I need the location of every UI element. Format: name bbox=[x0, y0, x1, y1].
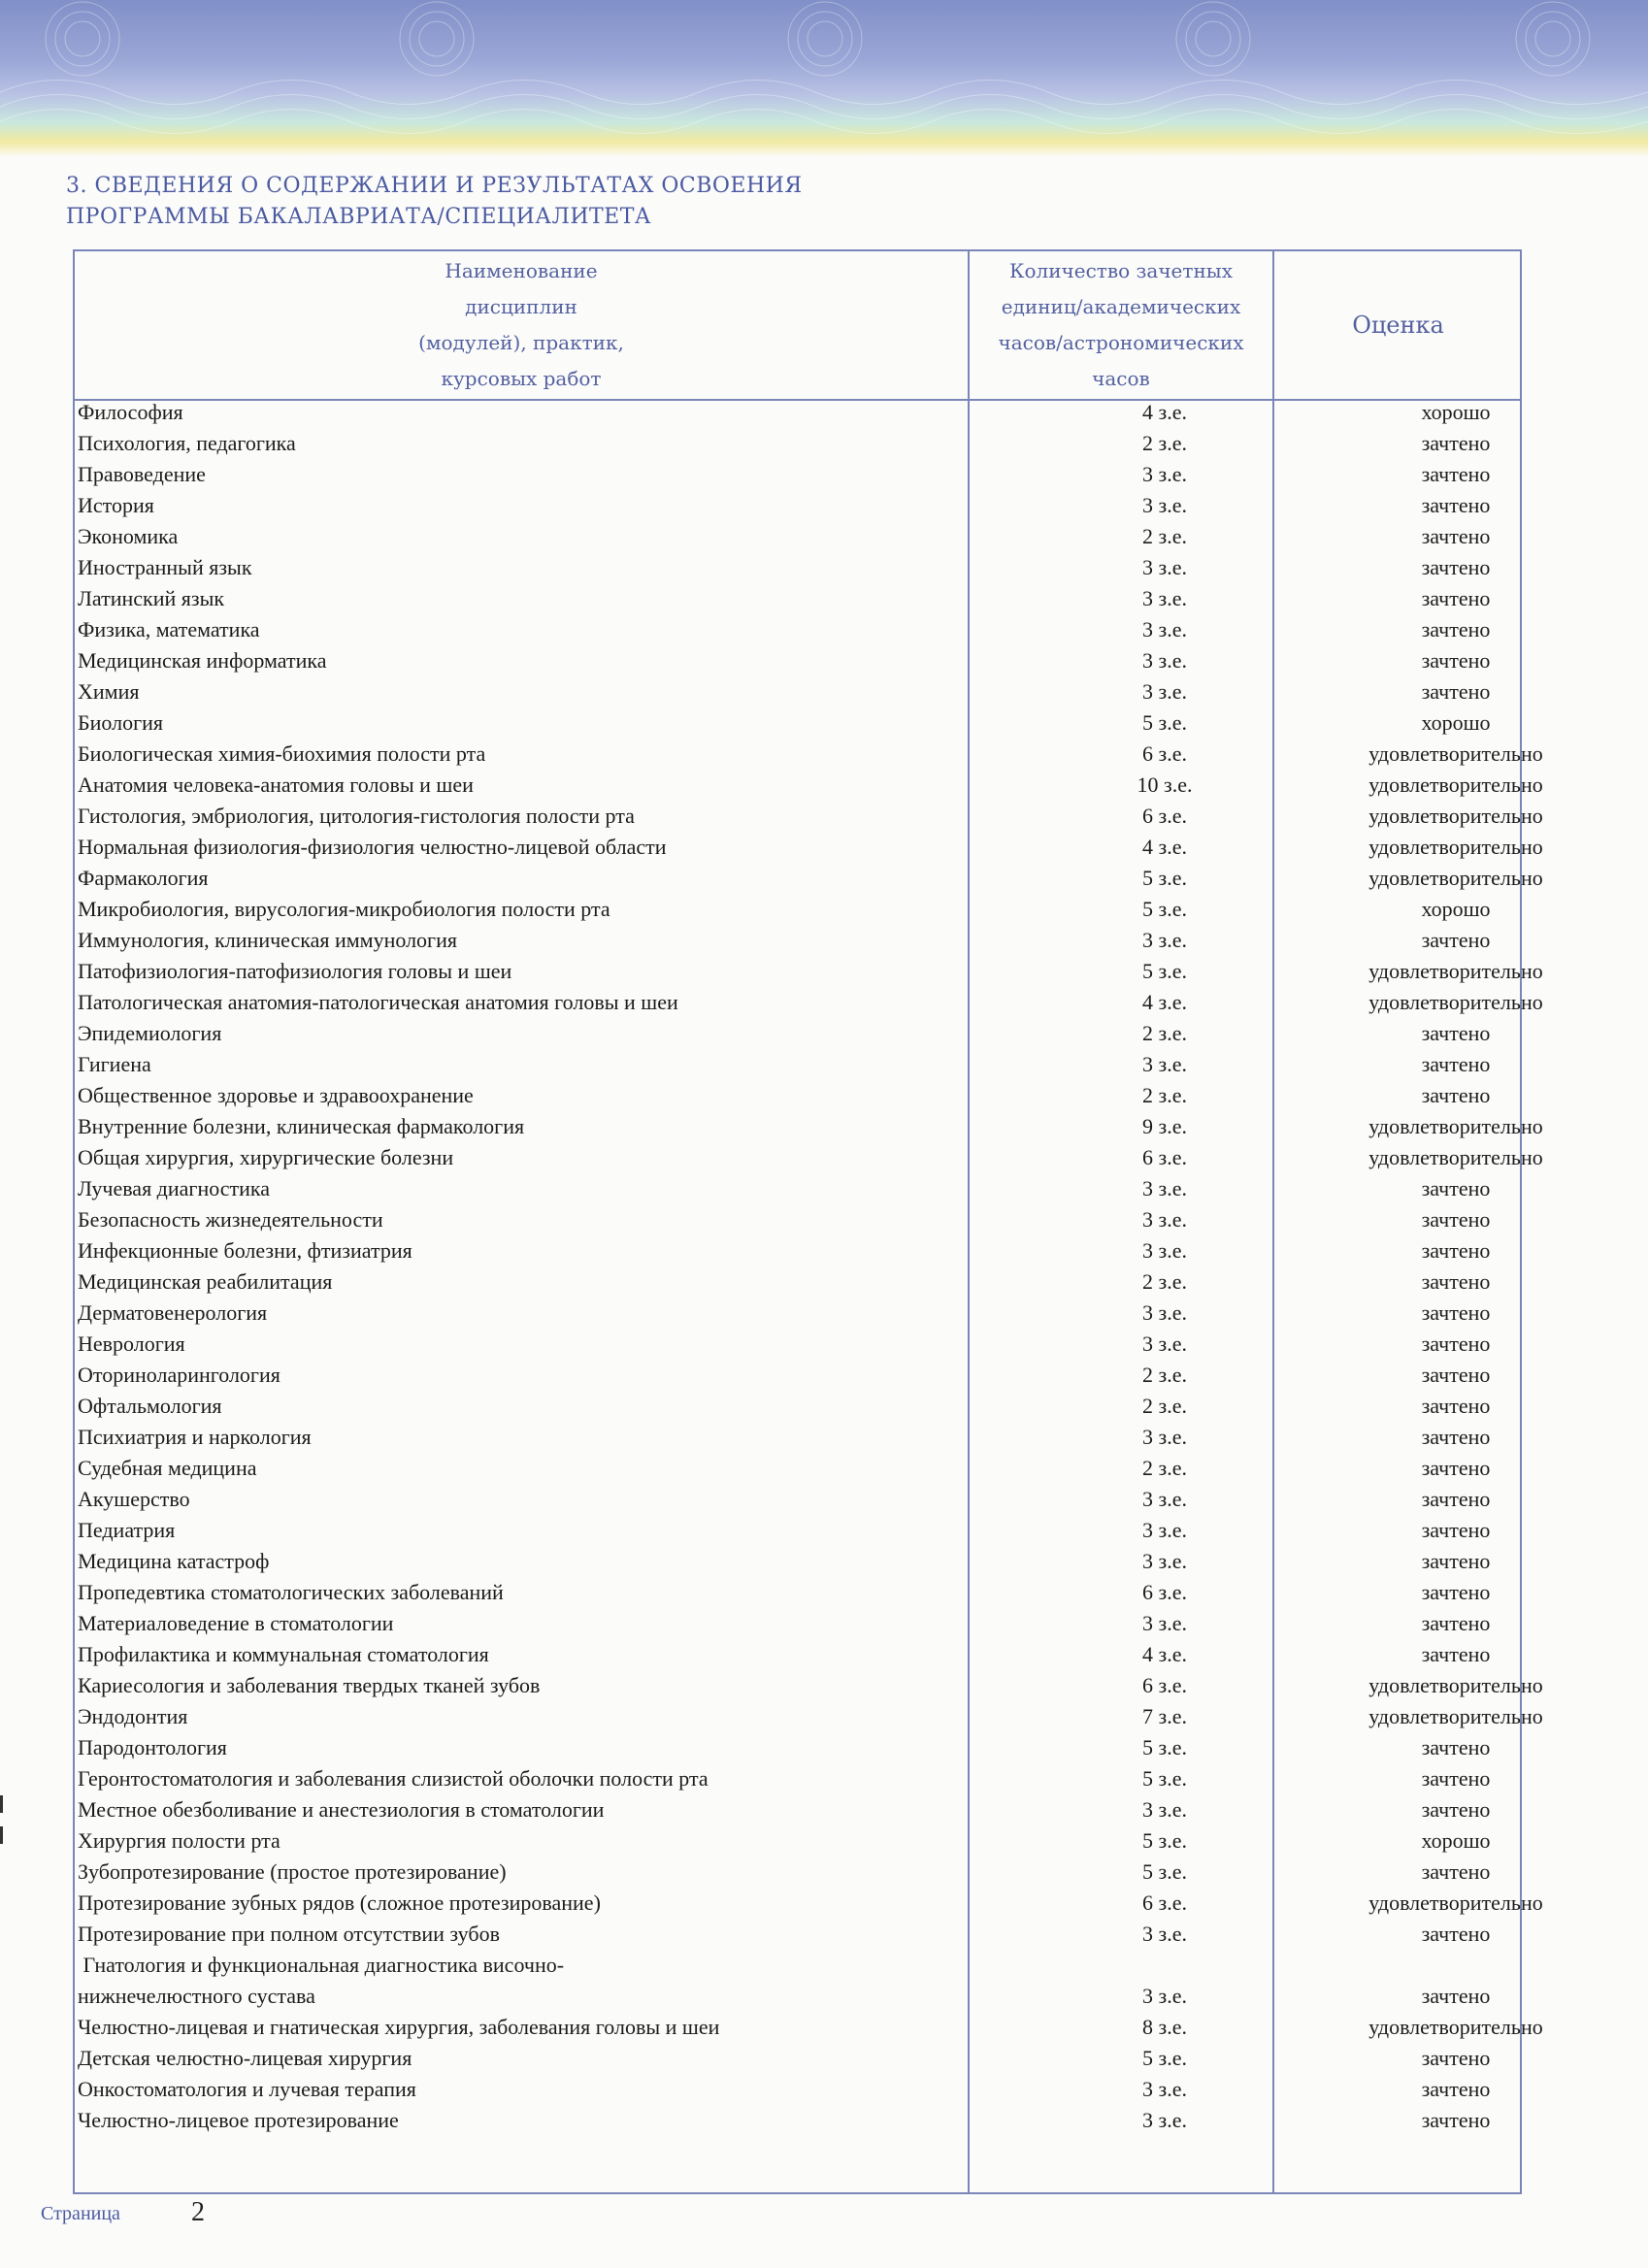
discipline-name: Педиатрия bbox=[78, 1518, 176, 1542]
grade-value: хорошо bbox=[1421, 1828, 1491, 1853]
table-row bbox=[78, 1984, 1514, 2015]
grade-value: зачтено bbox=[1421, 1052, 1491, 1076]
grade-value: зачтено bbox=[1421, 1859, 1491, 1884]
header-hours-line: Количество зачетных bbox=[1008, 259, 1233, 282]
table-row bbox=[78, 400, 1514, 431]
credit-units: 6 з.е. bbox=[1142, 1673, 1187, 1697]
grade-value: зачтено bbox=[1421, 2108, 1491, 2132]
grade-value: удовлетворительно bbox=[1368, 835, 1543, 859]
discipline-name: Неврология bbox=[78, 1331, 185, 1356]
page-footer bbox=[41, 2197, 205, 2227]
table-row bbox=[78, 1021, 1514, 1052]
credit-units: 5 з.е. bbox=[1142, 959, 1187, 983]
credit-units: 5 з.е. bbox=[1142, 710, 1187, 735]
discipline-name: Биология bbox=[78, 710, 164, 735]
table-row bbox=[78, 1083, 1514, 1114]
credit-units: 3 з.е. bbox=[1142, 1611, 1187, 1635]
table-row bbox=[78, 1145, 1543, 1176]
credit-units: 5 з.е. bbox=[1142, 1828, 1187, 1853]
discipline-name: Лучевая диагностика bbox=[78, 1176, 271, 1200]
credit-units: 7 з.е. bbox=[1142, 1704, 1187, 1728]
table-row bbox=[78, 710, 1514, 741]
scan-mark bbox=[0, 1795, 3, 1813]
discipline-name: Иностранный язык bbox=[78, 555, 252, 579]
discipline-name: Физика, математика bbox=[78, 617, 260, 641]
credit-units: 3 з.е. bbox=[1142, 1052, 1187, 1076]
grade-value: зачтено bbox=[1421, 1518, 1491, 1542]
grade-value: зачтено bbox=[1421, 524, 1491, 548]
grade-value: удовлетворительно bbox=[1368, 866, 1543, 890]
discipline-name: Биологическая химия-биохимия полости рта bbox=[78, 741, 486, 766]
table-row bbox=[78, 1425, 1514, 1456]
table-row bbox=[78, 2077, 1514, 2108]
discipline-name: Челюстно-лицевая и гнатическая хирургия, заболевания головы и шеи bbox=[78, 2015, 720, 2039]
grade-value: зачтено bbox=[1421, 617, 1491, 641]
table-row bbox=[78, 1114, 1543, 1145]
table-row bbox=[78, 928, 1514, 959]
discipline-name: Геронтостоматология и заболевания слизистой оболочки полости рта bbox=[78, 1766, 709, 1791]
grade-value: удовлетворительно bbox=[1368, 1114, 1543, 1138]
grade-value: удовлетворительно bbox=[1368, 959, 1543, 983]
grade-value: зачтено bbox=[1421, 555, 1491, 579]
grade-value: хорошо bbox=[1421, 710, 1491, 735]
table-row bbox=[78, 1766, 1514, 1797]
credit-units: 2 з.е. bbox=[1142, 431, 1187, 455]
table-row bbox=[78, 1518, 1514, 1549]
discipline-name: Химия bbox=[78, 679, 140, 704]
discipline-name: История bbox=[78, 493, 154, 517]
grade-value: удовлетворительно bbox=[1368, 772, 1543, 797]
grade-value: зачтено bbox=[1421, 648, 1491, 673]
credit-units: 3 з.е. bbox=[1142, 617, 1187, 641]
page-label: Страница bbox=[41, 2203, 120, 2224]
credit-units: 10 з.е. bbox=[1137, 772, 1193, 797]
credit-units: 3 з.е. bbox=[1142, 1238, 1187, 1263]
header-discipline-line: (модулей), практик, bbox=[418, 331, 624, 354]
credit-units: 3 з.е. bbox=[1142, 493, 1187, 517]
table-row bbox=[78, 1207, 1514, 1238]
table-row bbox=[78, 679, 1514, 710]
credit-units: 3 з.е. bbox=[1142, 462, 1187, 486]
discipline-name: Гнатология и функциональная диагностика височно- bbox=[78, 1953, 565, 1977]
header-discipline-line: дисциплин bbox=[465, 295, 577, 318]
credit-units: 3 з.е. bbox=[1142, 1425, 1187, 1449]
discipline-name: Судебная медицина bbox=[78, 1456, 257, 1480]
table-row bbox=[78, 1642, 1514, 1673]
discipline-name: Безопасность жизнедеятельности bbox=[78, 1207, 383, 1232]
table-row bbox=[78, 1922, 1514, 1953]
discipline-name: Местное обезболивание и анестезиология в стоматологии bbox=[78, 1797, 605, 1822]
table-row bbox=[78, 586, 1514, 617]
page-number: 2 bbox=[191, 2197, 205, 2227]
header-hours bbox=[970, 251, 1272, 399]
grade-value: удовлетворительно bbox=[1368, 2015, 1543, 2039]
credit-units: 3 з.е. bbox=[1142, 1518, 1187, 1542]
section-title bbox=[66, 171, 939, 233]
discipline-name: Общественное здоровье и здравоохранение bbox=[78, 1083, 474, 1107]
grade-value: зачтено bbox=[1421, 462, 1491, 486]
discipline-name: Философия bbox=[78, 400, 183, 424]
table-row bbox=[78, 1890, 1543, 1922]
table-row bbox=[78, 866, 1543, 897]
discipline-name: Общая хирургия, хирургические болезни bbox=[78, 1145, 454, 1169]
grade-value: зачтено bbox=[1421, 1176, 1491, 1200]
table-row bbox=[78, 741, 1543, 772]
grade-value: зачтено bbox=[1421, 1549, 1491, 1573]
grade-value: зачтено bbox=[1421, 586, 1491, 610]
grade-value: зачтено bbox=[1421, 2046, 1491, 2070]
discipline-name: Патологическая анатомия-патологическая анатомия головы и шеи bbox=[78, 990, 678, 1014]
discipline-name: Медицинская реабилитация bbox=[78, 1269, 333, 1294]
section-title-line1: 3. СВЕДЕНИЯ О СОДЕРЖАНИИ И РЕЗУЛЬТАТАХ ОСВОЕНИЯ bbox=[66, 174, 803, 198]
credit-units: 3 з.е. bbox=[1142, 1176, 1187, 1200]
credit-units: 3 з.е. bbox=[1142, 1984, 1187, 2008]
discipline-name: Челюстно-лицевое протезирование bbox=[78, 2108, 399, 2132]
grade-value: зачтено bbox=[1421, 1580, 1491, 1604]
table-row bbox=[78, 1394, 1514, 1425]
discipline-name: Хирургия полости рта bbox=[78, 1828, 280, 1853]
discipline-name: Гистология, эмбриология, цитология-гистология полости рта bbox=[78, 804, 635, 828]
discipline-name: Фармакология bbox=[78, 866, 209, 890]
credit-units: 4 з.е. bbox=[1142, 990, 1187, 1014]
credit-units: 5 з.е. bbox=[1142, 897, 1187, 921]
table-row bbox=[78, 1580, 1514, 1611]
table-row bbox=[78, 493, 1514, 524]
discipline-name: Анатомия человека-анатомия головы и шеи bbox=[78, 772, 474, 797]
discipline-name: Зубопротезирование (простое протезирование) bbox=[78, 1859, 507, 1884]
table-row bbox=[78, 1300, 1514, 1331]
grade-value: зачтено bbox=[1421, 1425, 1491, 1449]
grade-value: зачтено bbox=[1421, 1083, 1491, 1107]
header-discipline-line: Наименование bbox=[445, 259, 598, 282]
credit-units: 4 з.е. bbox=[1142, 835, 1187, 859]
grade-value: зачтено bbox=[1421, 1735, 1491, 1759]
discipline-name: Инфекционные болезни, фтизиатрия bbox=[78, 1238, 412, 1263]
table-row bbox=[78, 1363, 1514, 1394]
grade-value: удовлетворительно bbox=[1368, 1673, 1543, 1697]
credit-units: 3 з.е. bbox=[1142, 2108, 1187, 2132]
credit-units: 2 з.е. bbox=[1142, 1269, 1187, 1294]
credit-units: 3 з.е. bbox=[1142, 928, 1187, 952]
grade-value: зачтено bbox=[1421, 1269, 1491, 1294]
table-row bbox=[78, 959, 1543, 990]
credit-units: 5 з.е. bbox=[1142, 1859, 1187, 1884]
grade-value: зачтено bbox=[1421, 1363, 1491, 1387]
grade-value: удовлетворительно bbox=[1368, 741, 1543, 766]
credit-units: 4 з.е. bbox=[1142, 1642, 1187, 1666]
discipline-name: Материаловедение в стоматологии bbox=[78, 1611, 394, 1635]
header-grade bbox=[1274, 251, 1522, 399]
credit-units: 6 з.е. bbox=[1142, 804, 1187, 828]
grade-value: зачтено bbox=[1421, 493, 1491, 517]
table-row bbox=[78, 1611, 1514, 1642]
discipline-name: Латинский язык bbox=[78, 586, 225, 610]
grade-value: хорошо bbox=[1421, 400, 1491, 424]
table-row bbox=[78, 1176, 1514, 1207]
credit-units: 3 з.е. bbox=[1142, 679, 1187, 704]
credit-units: 3 з.е. bbox=[1142, 586, 1187, 610]
decorative-banner bbox=[0, 0, 1648, 157]
table-row bbox=[78, 462, 1514, 493]
grade-value: зачтено bbox=[1421, 1797, 1491, 1822]
header-discipline bbox=[75, 251, 968, 399]
discipline-name: Протезирование зубных рядов (сложное протезирование) bbox=[78, 1890, 601, 1915]
discipline-name: Акушерство bbox=[78, 1487, 190, 1511]
table-row bbox=[78, 617, 1514, 648]
discipline-name: Детская челюстно-лицевая хирургия bbox=[78, 2046, 412, 2070]
grade-value: зачтено bbox=[1421, 1611, 1491, 1635]
credit-units: 6 з.е. bbox=[1142, 1580, 1187, 1604]
grade-value: зачтено bbox=[1421, 1984, 1491, 2008]
table-row bbox=[78, 1269, 1514, 1300]
discipline-name: Медицина катастроф bbox=[78, 1549, 270, 1573]
credit-units: 5 з.е. bbox=[1142, 1766, 1187, 1791]
discipline-name: Правоведение bbox=[78, 462, 206, 486]
table-row bbox=[78, 524, 1514, 555]
grade-value: удовлетворительно bbox=[1368, 804, 1543, 828]
table-row bbox=[78, 772, 1543, 804]
credit-units: 3 з.е. bbox=[1142, 1549, 1187, 1573]
table-row bbox=[78, 1953, 1514, 1984]
table-row bbox=[78, 1549, 1514, 1580]
table-row bbox=[78, 804, 1543, 835]
credit-units: 3 з.е. bbox=[1142, 1922, 1187, 1946]
grade-value: хорошо bbox=[1421, 897, 1491, 921]
grade-value: зачтено bbox=[1421, 1766, 1491, 1791]
guilloche-pattern bbox=[0, 0, 1648, 157]
table-row bbox=[78, 1797, 1514, 1828]
credit-units: 5 з.е. bbox=[1142, 1735, 1187, 1759]
discipline-name: Эпидемиология bbox=[78, 1021, 222, 1045]
table-row bbox=[78, 431, 1514, 462]
discipline-name: Протезирование при полном отсутствии зубов bbox=[78, 1922, 500, 1946]
table-row bbox=[78, 2015, 1543, 2046]
grade-value: зачтено bbox=[1421, 1394, 1491, 1418]
table-row bbox=[78, 1859, 1514, 1890]
credit-units: 2 з.е. bbox=[1142, 1083, 1187, 1107]
credit-units: 9 з.е. bbox=[1142, 1114, 1187, 1138]
discipline-name: Медицинская информатика bbox=[78, 648, 327, 673]
discipline-name: Кариесология и заболевания твердых тканей зубов bbox=[78, 1673, 541, 1697]
table-row bbox=[78, 1487, 1514, 1518]
credit-units: 6 з.е. bbox=[1142, 1890, 1187, 1915]
grade-value: зачтено bbox=[1421, 431, 1491, 455]
grade-value: зачтено bbox=[1421, 1300, 1491, 1325]
credit-units: 6 з.е. bbox=[1142, 741, 1187, 766]
table-row bbox=[78, 990, 1543, 1021]
credit-units: 2 з.е. bbox=[1142, 1021, 1187, 1045]
grade-value: зачтено bbox=[1421, 1456, 1491, 1480]
scan-mark bbox=[0, 1826, 3, 1844]
grade-value: зачтено bbox=[1421, 928, 1491, 952]
discipline-name: Иммунология, клиническая иммунология bbox=[78, 928, 457, 952]
credit-units: 3 з.е. bbox=[1142, 648, 1187, 673]
table-row bbox=[78, 1238, 1514, 1269]
table-row bbox=[78, 2108, 1514, 2139]
table-row bbox=[78, 1052, 1514, 1083]
discipline-name: Онкостоматология и лучевая терапия bbox=[78, 2077, 416, 2101]
header-discipline-line: курсовых работ bbox=[441, 367, 602, 390]
credit-units: 3 з.е. bbox=[1142, 2077, 1187, 2101]
discipline-name: Профилактика и коммунальная стоматология bbox=[78, 1642, 489, 1666]
discipline-name: Патофизиология-патофизиология головы и шеи bbox=[78, 959, 512, 983]
table-row bbox=[78, 835, 1543, 866]
table-row bbox=[78, 1673, 1543, 1704]
header-grade-label: Оценка bbox=[1352, 311, 1444, 339]
grade-value: зачтено bbox=[1421, 1331, 1491, 1356]
grade-value: зачтено bbox=[1421, 1207, 1491, 1232]
grade-value: удовлетворительно bbox=[1368, 990, 1543, 1014]
section-title-line2: ПРОГРАММЫ БАКАЛАВРИАТА/СПЕЦИАЛИТЕТА bbox=[66, 205, 652, 229]
discipline-name: Микробиология, вирусология-микробиология полости рта bbox=[78, 897, 610, 921]
credit-units: 3 з.е. bbox=[1142, 1331, 1187, 1356]
discipline-name: Психиатрия и наркология bbox=[78, 1425, 312, 1449]
discipline-name: Оториноларингология bbox=[78, 1363, 280, 1387]
grade-value: удовлетворительно bbox=[1368, 1145, 1543, 1169]
discipline-name: Экономика bbox=[78, 524, 179, 548]
credit-units: 2 з.е. bbox=[1142, 1363, 1187, 1387]
grade-value: зачтено bbox=[1421, 1922, 1491, 1946]
credit-units: 8 з.е. bbox=[1142, 2015, 1187, 2039]
table-row bbox=[78, 897, 1514, 928]
credit-units: 3 з.е. bbox=[1142, 1300, 1187, 1325]
grade-value: зачтено bbox=[1421, 1487, 1491, 1511]
discipline-name: Внутренние болезни, клиническая фармакология bbox=[78, 1114, 525, 1138]
header-hours-line: часов bbox=[1092, 367, 1150, 390]
discipline-name: Пропедевтика стоматологических заболеваний bbox=[78, 1580, 504, 1604]
discipline-name: Дерматовенерология bbox=[78, 1300, 268, 1325]
credit-units: 2 з.е. bbox=[1142, 1456, 1187, 1480]
discipline-name: Нормальная физиология-физиология челюстно-лицевой области bbox=[78, 835, 667, 859]
grade-value: зачтено bbox=[1421, 1642, 1491, 1666]
grade-value: зачтено bbox=[1421, 1238, 1491, 1263]
credit-units: 3 з.е. bbox=[1142, 1207, 1187, 1232]
grade-value: зачтено bbox=[1421, 1021, 1491, 1045]
table-row bbox=[78, 1735, 1514, 1766]
discipline-name: Эндодонтия bbox=[78, 1704, 188, 1728]
credit-units: 2 з.е. bbox=[1142, 524, 1187, 548]
table-row bbox=[78, 648, 1514, 679]
discipline-name: нижнечелюстного сустава bbox=[78, 1984, 315, 2008]
credit-units: 3 з.е. bbox=[1142, 1797, 1187, 1822]
credit-units: 3 з.е. bbox=[1142, 1487, 1187, 1511]
table-row bbox=[78, 1331, 1514, 1363]
header-hours-line: часов/астрономических bbox=[998, 331, 1244, 354]
grade-value: зачтено bbox=[1421, 2077, 1491, 2101]
header-hours-line: единиц/академических bbox=[1001, 295, 1241, 318]
credit-units: 2 з.е. bbox=[1142, 1394, 1187, 1418]
grade-value: удовлетворительно bbox=[1368, 1890, 1543, 1915]
credit-units: 5 з.е. bbox=[1142, 866, 1187, 890]
grade-value: зачтено bbox=[1421, 679, 1491, 704]
discipline-name: Гигиена bbox=[78, 1052, 151, 1076]
credit-units: 5 з.е. bbox=[1142, 2046, 1187, 2070]
credit-units: 4 з.е. bbox=[1142, 400, 1187, 424]
credit-units: 6 з.е. bbox=[1142, 1145, 1187, 1169]
credit-units: 3 з.е. bbox=[1142, 555, 1187, 579]
table-row bbox=[78, 1828, 1514, 1859]
discipline-name: Офтальмология bbox=[78, 1394, 222, 1418]
table-row bbox=[78, 1456, 1514, 1487]
discipline-name: Психология, педагогика bbox=[78, 431, 296, 455]
grade-value: удовлетворительно bbox=[1368, 1704, 1543, 1728]
table-row bbox=[78, 555, 1514, 586]
table-row bbox=[78, 1704, 1543, 1735]
discipline-name: Пародонтология bbox=[78, 1735, 227, 1759]
table-row bbox=[78, 2046, 1514, 2077]
